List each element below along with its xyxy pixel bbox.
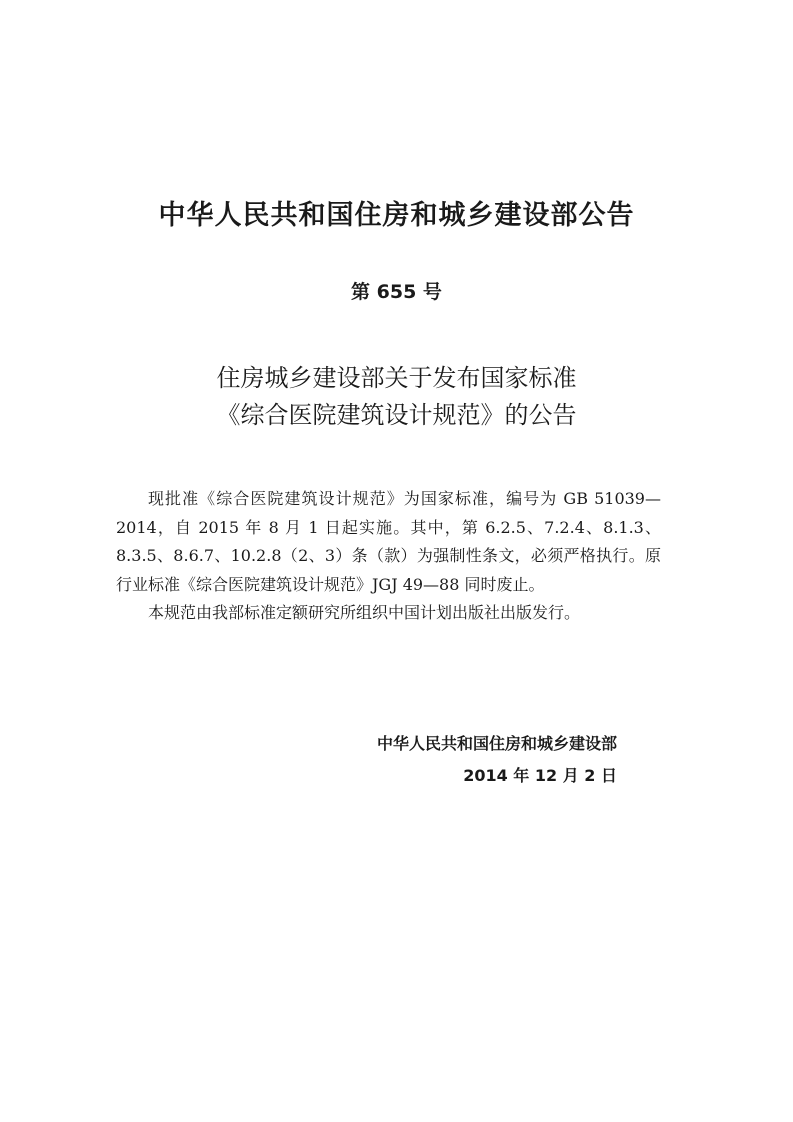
body-paragraph-2: 本规范由我部标准定额研究所组织中国计划出版社出版发行。 <box>148 603 581 622</box>
notice-subtitle <box>0 360 793 434</box>
notice-number: 第 655 号 <box>351 281 442 303</box>
issue-date: 2014 年 12 月 2 日 <box>463 766 617 785</box>
notice-body <box>116 485 661 628</box>
subtitle-line-2: 《综合医院建筑设计规范》的公告 <box>216 401 577 429</box>
signature-block <box>0 728 617 792</box>
issuer-name: 中华人民共和国住房和城乡建设部 <box>376 734 617 753</box>
page-title: 中华人民共和国住房和城乡建设部公告 <box>158 200 635 231</box>
subtitle-line-1: 住房城乡建设部关于发布国家标准 <box>216 364 577 392</box>
body-paragraph-1: 现批准《综合医院建筑设计规范》为国家标准，编号为 GB 51039—2014，自 2015 年 8 月 1 日起实施。其中，第 6.2.5、7.2.4、8.1.3、8.3.5、8.6.7、10.2.8（2、3）条（款）为强制性条文，必须严格执行。原行业标准《综合医院建筑设计规范》JGJ 49—88 同时废止。 <box>116 489 661 594</box>
